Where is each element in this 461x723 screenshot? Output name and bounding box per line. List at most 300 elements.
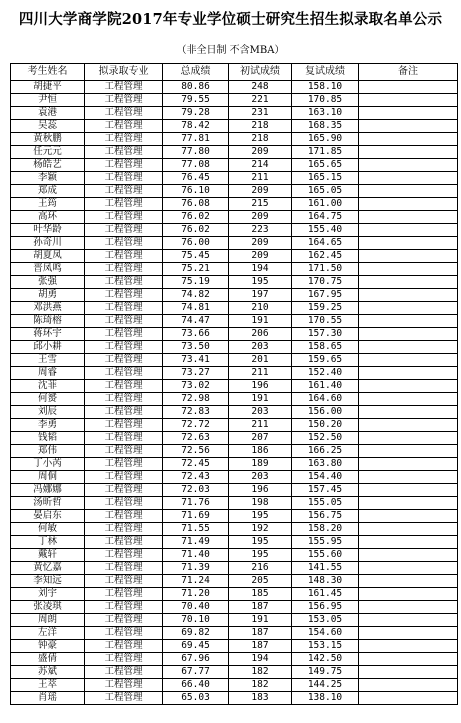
candidate-name-cell: 袁港 — [11, 107, 85, 120]
total-score-cell: 75.19 — [163, 276, 229, 289]
table-row — [11, 627, 458, 640]
total-score-cell: 69.82 — [163, 627, 229, 640]
remarks-cell — [359, 497, 458, 510]
retest-score-cell: 152.40 — [292, 367, 359, 380]
prelim-score-cell: 187 — [229, 640, 292, 653]
retest-score-cell: 165.15 — [292, 172, 359, 185]
retest-score-cell: 158.65 — [292, 341, 359, 354]
prelim-score-cell: 207 — [229, 432, 292, 445]
remarks-cell — [359, 198, 458, 211]
candidate-name-cell: 高环 — [11, 211, 85, 224]
admitted-major-cell: 工程管理 — [85, 523, 163, 536]
total-score-cell: 76.10 — [163, 185, 229, 198]
total-score-cell: 79.55 — [163, 94, 229, 107]
candidate-name-cell: 周朗 — [11, 614, 85, 627]
prelim-score-cell: 195 — [229, 276, 292, 289]
table-row — [11, 94, 458, 107]
retest-score-cell: 142.50 — [292, 653, 359, 666]
retest-score-cell: 161.40 — [292, 380, 359, 393]
prelim-score-cell: 187 — [229, 627, 292, 640]
remarks-cell — [359, 536, 458, 549]
retest-score-cell: 159.65 — [292, 354, 359, 367]
retest-score-cell: 161.45 — [292, 588, 359, 601]
prelim-score-cell: 191 — [229, 393, 292, 406]
total-score-cell: 71.20 — [163, 588, 229, 601]
admitted-major-cell: 工程管理 — [85, 445, 163, 458]
table-row — [11, 419, 458, 432]
admitted-major-cell: 工程管理 — [85, 276, 163, 289]
admitted-major-cell: 工程管理 — [85, 237, 163, 250]
total-score-cell: 70.10 — [163, 614, 229, 627]
table-row — [11, 159, 458, 172]
admitted-major-cell: 工程管理 — [85, 640, 163, 653]
admitted-major-cell: 工程管理 — [85, 666, 163, 679]
table-row — [11, 458, 458, 471]
retest-score-cell: 170.55 — [292, 315, 359, 328]
admission-table — [10, 63, 458, 705]
table-row — [11, 562, 458, 575]
page-subtitle: （非全日制 不含MBA） — [176, 45, 285, 56]
candidate-name-cell: 杨皓艺 — [11, 159, 85, 172]
remarks-cell — [359, 393, 458, 406]
admitted-major-cell: 工程管理 — [85, 432, 163, 445]
retest-score-cell: 155.60 — [292, 549, 359, 562]
prelim-score-cell: 185 — [229, 588, 292, 601]
prelim-score-cell: 182 — [229, 679, 292, 692]
retest-score-cell: 170.75 — [292, 276, 359, 289]
retest-score-cell: 168.35 — [292, 120, 359, 133]
remarks-cell — [359, 276, 458, 289]
column-header-major: 拟录取专业 — [85, 64, 163, 81]
candidate-name-cell: 何赟 — [11, 393, 85, 406]
admitted-major-cell: 工程管理 — [85, 107, 163, 120]
prelim-score-cell: 223 — [229, 224, 292, 237]
candidate-name-cell: 戴轩 — [11, 549, 85, 562]
table-row — [11, 653, 458, 666]
prelim-score-cell: 191 — [229, 614, 292, 627]
admitted-major-cell: 工程管理 — [85, 549, 163, 562]
admitted-major-cell: 工程管理 — [85, 172, 163, 185]
remarks-cell — [359, 120, 458, 133]
remarks-cell — [359, 523, 458, 536]
candidate-name-cell: 周睿 — [11, 367, 85, 380]
admitted-major-cell: 工程管理 — [85, 510, 163, 523]
prelim-score-cell: 231 — [229, 107, 292, 120]
table-row — [11, 250, 458, 263]
remarks-cell — [359, 692, 458, 705]
remarks-cell — [359, 471, 458, 484]
remarks-cell — [359, 211, 458, 224]
candidate-name-cell: 李知远 — [11, 575, 85, 588]
remarks-cell — [359, 484, 458, 497]
admitted-major-cell: 工程管理 — [85, 627, 163, 640]
candidate-name-cell: 丁林 — [11, 536, 85, 549]
candidate-name-cell: 钟豪 — [11, 640, 85, 653]
retest-score-cell: 155.05 — [292, 497, 359, 510]
prelim-score-cell: 196 — [229, 484, 292, 497]
candidate-name-cell: 尹恒 — [11, 94, 85, 107]
prelim-score-cell: 198 — [229, 497, 292, 510]
total-score-cell: 71.49 — [163, 536, 229, 549]
retest-score-cell: 158.10 — [292, 81, 359, 94]
prelim-score-cell: 205 — [229, 575, 292, 588]
table-row — [11, 120, 458, 133]
total-score-cell: 73.27 — [163, 367, 229, 380]
admitted-major-cell: 工程管理 — [85, 562, 163, 575]
retest-score-cell: 161.00 — [292, 198, 359, 211]
remarks-cell — [359, 588, 458, 601]
admitted-major-cell: 工程管理 — [85, 185, 163, 198]
retest-score-cell: 163.80 — [292, 458, 359, 471]
prelim-score-cell: 211 — [229, 419, 292, 432]
total-score-cell: 73.66 — [163, 328, 229, 341]
column-header-total-score: 总成绩 — [163, 64, 229, 81]
remarks-cell — [359, 367, 458, 380]
admitted-major-cell: 工程管理 — [85, 679, 163, 692]
prelim-score-cell: 211 — [229, 172, 292, 185]
total-score-cell: 76.45 — [163, 172, 229, 185]
remarks-cell — [359, 653, 458, 666]
admitted-major-cell: 工程管理 — [85, 211, 163, 224]
prelim-score-cell: 186 — [229, 445, 292, 458]
retest-score-cell: 158.20 — [292, 523, 359, 536]
candidate-name-cell: 左洋 — [11, 627, 85, 640]
remarks-cell — [359, 458, 458, 471]
admitted-major-cell: 工程管理 — [85, 653, 163, 666]
admitted-major-cell: 工程管理 — [85, 328, 163, 341]
admitted-major-cell: 工程管理 — [85, 198, 163, 211]
remarks-cell — [359, 159, 458, 172]
retest-score-cell: 165.65 — [292, 159, 359, 172]
candidate-name-cell: 黄秋鹏 — [11, 133, 85, 146]
remarks-cell — [359, 224, 458, 237]
admitted-major-cell: 工程管理 — [85, 354, 163, 367]
candidate-name-cell: 张凌琪 — [11, 601, 85, 614]
retest-score-cell: 170.85 — [292, 94, 359, 107]
candidate-name-cell: 何敏 — [11, 523, 85, 536]
prelim-score-cell: 209 — [229, 146, 292, 159]
table-row — [11, 341, 458, 354]
total-score-cell: 76.08 — [163, 198, 229, 211]
remarks-cell — [359, 315, 458, 328]
table-row — [11, 354, 458, 367]
table-row — [11, 172, 458, 185]
admitted-major-cell: 工程管理 — [85, 94, 163, 107]
table-row — [11, 328, 458, 341]
prelim-score-cell: 209 — [229, 211, 292, 224]
table-row — [11, 302, 458, 315]
total-score-cell: 72.45 — [163, 458, 229, 471]
prelim-score-cell: 209 — [229, 185, 292, 198]
prelim-score-cell: 197 — [229, 289, 292, 302]
retest-score-cell: 157.45 — [292, 484, 359, 497]
candidate-name-cell: 胡夏凤 — [11, 250, 85, 263]
candidate-name-cell: 钱韬 — [11, 432, 85, 445]
retest-score-cell: 163.10 — [292, 107, 359, 120]
candidate-name-cell: 黄忆嘉 — [11, 562, 85, 575]
retest-score-cell: 171.50 — [292, 263, 359, 276]
retest-score-cell: 153.15 — [292, 640, 359, 653]
retest-score-cell: 155.40 — [292, 224, 359, 237]
prelim-score-cell: 216 — [229, 562, 292, 575]
prelim-score-cell: 218 — [229, 120, 292, 133]
total-score-cell: 78.42 — [163, 120, 229, 133]
table-row — [11, 81, 458, 94]
table-body — [11, 81, 458, 705]
table-row — [11, 536, 458, 549]
column-header-prelim-score: 初试成绩 — [229, 64, 292, 81]
prelim-score-cell: 195 — [229, 510, 292, 523]
table-row — [11, 588, 458, 601]
remarks-cell — [359, 445, 458, 458]
admitted-major-cell: 工程管理 — [85, 302, 163, 315]
table-row — [11, 679, 458, 692]
prelim-score-cell: 196 — [229, 380, 292, 393]
candidate-name-cell: 刘辰 — [11, 406, 85, 419]
table-row — [11, 393, 458, 406]
column-header-name: 考生姓名 — [11, 64, 85, 81]
page-title: 四川大学商学院2017年专业学位硕士研究生招生拟录取名单公示 — [18, 11, 443, 28]
table-row — [11, 601, 458, 614]
retest-score-cell: 138.10 — [292, 692, 359, 705]
admitted-major-cell: 工程管理 — [85, 614, 163, 627]
candidate-name-cell: 苏斌 — [11, 666, 85, 679]
retest-score-cell: 165.90 — [292, 133, 359, 146]
table-header-row — [11, 64, 458, 81]
prelim-score-cell: 221 — [229, 94, 292, 107]
candidate-name-cell: 沈菲 — [11, 380, 85, 393]
total-score-cell: 74.47 — [163, 315, 229, 328]
table-row — [11, 523, 458, 536]
prelim-score-cell: 203 — [229, 406, 292, 419]
admitted-major-cell: 工程管理 — [85, 458, 163, 471]
total-score-cell: 69.45 — [163, 640, 229, 653]
candidate-name-cell: 李颖 — [11, 172, 85, 185]
admitted-major-cell: 工程管理 — [85, 692, 163, 705]
prelim-score-cell: 248 — [229, 81, 292, 94]
retest-score-cell: 164.65 — [292, 237, 359, 250]
column-header-retest-score: 复试成绩 — [292, 64, 359, 81]
remarks-cell — [359, 562, 458, 575]
table-row — [11, 666, 458, 679]
admitted-major-cell: 工程管理 — [85, 81, 163, 94]
retest-score-cell: 150.20 — [292, 419, 359, 432]
remarks-cell — [359, 666, 458, 679]
retest-score-cell: 162.45 — [292, 250, 359, 263]
candidate-name-cell: 胡捷平 — [11, 81, 85, 94]
remarks-cell — [359, 237, 458, 250]
remarks-cell — [359, 575, 458, 588]
retest-score-cell: 153.05 — [292, 614, 359, 627]
table-row — [11, 263, 458, 276]
candidate-name-cell: 任元元 — [11, 146, 85, 159]
retest-score-cell: 154.40 — [292, 471, 359, 484]
retest-score-cell: 159.25 — [292, 302, 359, 315]
total-score-cell: 79.28 — [163, 107, 229, 120]
prelim-score-cell: 218 — [229, 133, 292, 146]
candidate-name-cell: 陈琦榕 — [11, 315, 85, 328]
total-score-cell: 72.03 — [163, 484, 229, 497]
admitted-major-cell: 工程管理 — [85, 393, 163, 406]
remarks-cell — [359, 81, 458, 94]
prelim-score-cell: 203 — [229, 341, 292, 354]
remarks-cell — [359, 341, 458, 354]
admitted-major-cell: 工程管理 — [85, 588, 163, 601]
prelim-score-cell: 192 — [229, 523, 292, 536]
candidate-name-cell: 吴蕊 — [11, 120, 85, 133]
retest-score-cell: 164.75 — [292, 211, 359, 224]
admitted-major-cell: 工程管理 — [85, 120, 163, 133]
candidate-name-cell: 丁小芮 — [11, 458, 85, 471]
total-score-cell: 77.80 — [163, 146, 229, 159]
candidate-name-cell: 晋凤鸣 — [11, 263, 85, 276]
admitted-major-cell: 工程管理 — [85, 250, 163, 263]
retest-score-cell: 157.30 — [292, 328, 359, 341]
total-score-cell: 77.81 — [163, 133, 229, 146]
prelim-score-cell: 206 — [229, 328, 292, 341]
admitted-major-cell: 工程管理 — [85, 536, 163, 549]
candidate-name-cell: 郑伟 — [11, 445, 85, 458]
table-row — [11, 692, 458, 705]
prelim-score-cell: 209 — [229, 250, 292, 263]
total-score-cell: 75.21 — [163, 263, 229, 276]
retest-score-cell: 155.95 — [292, 536, 359, 549]
admitted-major-cell: 工程管理 — [85, 315, 163, 328]
prelim-score-cell: 194 — [229, 263, 292, 276]
candidate-name-cell: 胡勇 — [11, 289, 85, 302]
prelim-score-cell: 211 — [229, 367, 292, 380]
total-score-cell: 71.69 — [163, 510, 229, 523]
retest-score-cell: 154.60 — [292, 627, 359, 640]
retest-score-cell: 152.50 — [292, 432, 359, 445]
total-score-cell: 71.24 — [163, 575, 229, 588]
total-score-cell: 72.72 — [163, 419, 229, 432]
prelim-score-cell: 195 — [229, 536, 292, 549]
total-score-cell: 67.77 — [163, 666, 229, 679]
total-score-cell: 76.02 — [163, 211, 229, 224]
remarks-cell — [359, 263, 458, 276]
table-row — [11, 549, 458, 562]
candidate-name-cell: 刘宇 — [11, 588, 85, 601]
remarks-cell — [359, 640, 458, 653]
candidate-name-cell: 蒋环宇 — [11, 328, 85, 341]
admitted-major-cell: 工程管理 — [85, 159, 163, 172]
total-score-cell: 73.50 — [163, 341, 229, 354]
table-row — [11, 406, 458, 419]
admitted-major-cell: 工程管理 — [85, 484, 163, 497]
total-score-cell: 72.56 — [163, 445, 229, 458]
table-row — [11, 497, 458, 510]
prelim-score-cell: 182 — [229, 666, 292, 679]
candidate-name-cell: 孙奇川 — [11, 237, 85, 250]
table-row — [11, 484, 458, 497]
remarks-cell — [359, 146, 458, 159]
table-row — [11, 198, 458, 211]
retest-score-cell: 164.60 — [292, 393, 359, 406]
table-row — [11, 107, 458, 120]
retest-score-cell: 156.95 — [292, 601, 359, 614]
candidate-name-cell: 王雪 — [11, 354, 85, 367]
total-score-cell: 72.98 — [163, 393, 229, 406]
remarks-cell — [359, 432, 458, 445]
remarks-cell — [359, 185, 458, 198]
candidate-name-cell: 郑成 — [11, 185, 85, 198]
table-row — [11, 224, 458, 237]
candidate-name-cell: 盛倩 — [11, 653, 85, 666]
total-score-cell: 74.82 — [163, 289, 229, 302]
table-row — [11, 380, 458, 393]
table-row — [11, 276, 458, 289]
prelim-score-cell: 209 — [229, 237, 292, 250]
table-row — [11, 289, 458, 302]
retest-score-cell: 156.75 — [292, 510, 359, 523]
remarks-cell — [359, 510, 458, 523]
prelim-score-cell: 191 — [229, 315, 292, 328]
admitted-major-cell: 工程管理 — [85, 341, 163, 354]
admitted-major-cell: 工程管理 — [85, 133, 163, 146]
table-row — [11, 575, 458, 588]
remarks-cell — [359, 172, 458, 185]
table-row — [11, 432, 458, 445]
table-row — [11, 185, 458, 198]
retest-score-cell: 167.95 — [292, 289, 359, 302]
retest-score-cell: 165.05 — [292, 185, 359, 198]
prelim-score-cell: 215 — [229, 198, 292, 211]
total-score-cell: 67.96 — [163, 653, 229, 666]
remarks-cell — [359, 107, 458, 120]
table-row — [11, 146, 458, 159]
column-header-remarks: 备注 — [359, 64, 458, 81]
remarks-cell — [359, 601, 458, 614]
retest-score-cell: 141.55 — [292, 562, 359, 575]
prelim-score-cell: 201 — [229, 354, 292, 367]
total-score-cell: 70.40 — [163, 601, 229, 614]
total-score-cell: 71.76 — [163, 497, 229, 510]
total-score-cell: 72.43 — [163, 471, 229, 484]
candidate-name-cell: 李勇 — [11, 419, 85, 432]
admitted-major-cell: 工程管理 — [85, 471, 163, 484]
admitted-major-cell: 工程管理 — [85, 263, 163, 276]
table-row — [11, 133, 458, 146]
total-score-cell: 76.00 — [163, 237, 229, 250]
prelim-score-cell: 187 — [229, 601, 292, 614]
prelim-score-cell: 203 — [229, 471, 292, 484]
prelim-score-cell: 214 — [229, 159, 292, 172]
prelim-score-cell: 210 — [229, 302, 292, 315]
table-row — [11, 237, 458, 250]
remarks-cell — [359, 302, 458, 315]
table-row — [11, 445, 458, 458]
candidate-name-cell: 叶华龄 — [11, 224, 85, 237]
candidate-name-cell: 王萃 — [11, 679, 85, 692]
prelim-score-cell: 194 — [229, 653, 292, 666]
remarks-cell — [359, 614, 458, 627]
table-row — [11, 471, 458, 484]
candidate-name-cell: 王筠 — [11, 198, 85, 211]
admitted-major-cell: 工程管理 — [85, 146, 163, 159]
candidate-name-cell: 邱小耕 — [11, 341, 85, 354]
total-score-cell: 74.81 — [163, 302, 229, 315]
total-score-cell: 65.03 — [163, 692, 229, 705]
candidate-name-cell: 冯娜娜 — [11, 484, 85, 497]
remarks-cell — [359, 289, 458, 302]
remarks-cell — [359, 354, 458, 367]
total-score-cell: 75.45 — [163, 250, 229, 263]
total-score-cell: 76.02 — [163, 224, 229, 237]
remarks-cell — [359, 679, 458, 692]
candidate-name-cell: 汤昕哲 — [11, 497, 85, 510]
candidate-name-cell: 邓洪燕 — [11, 302, 85, 315]
